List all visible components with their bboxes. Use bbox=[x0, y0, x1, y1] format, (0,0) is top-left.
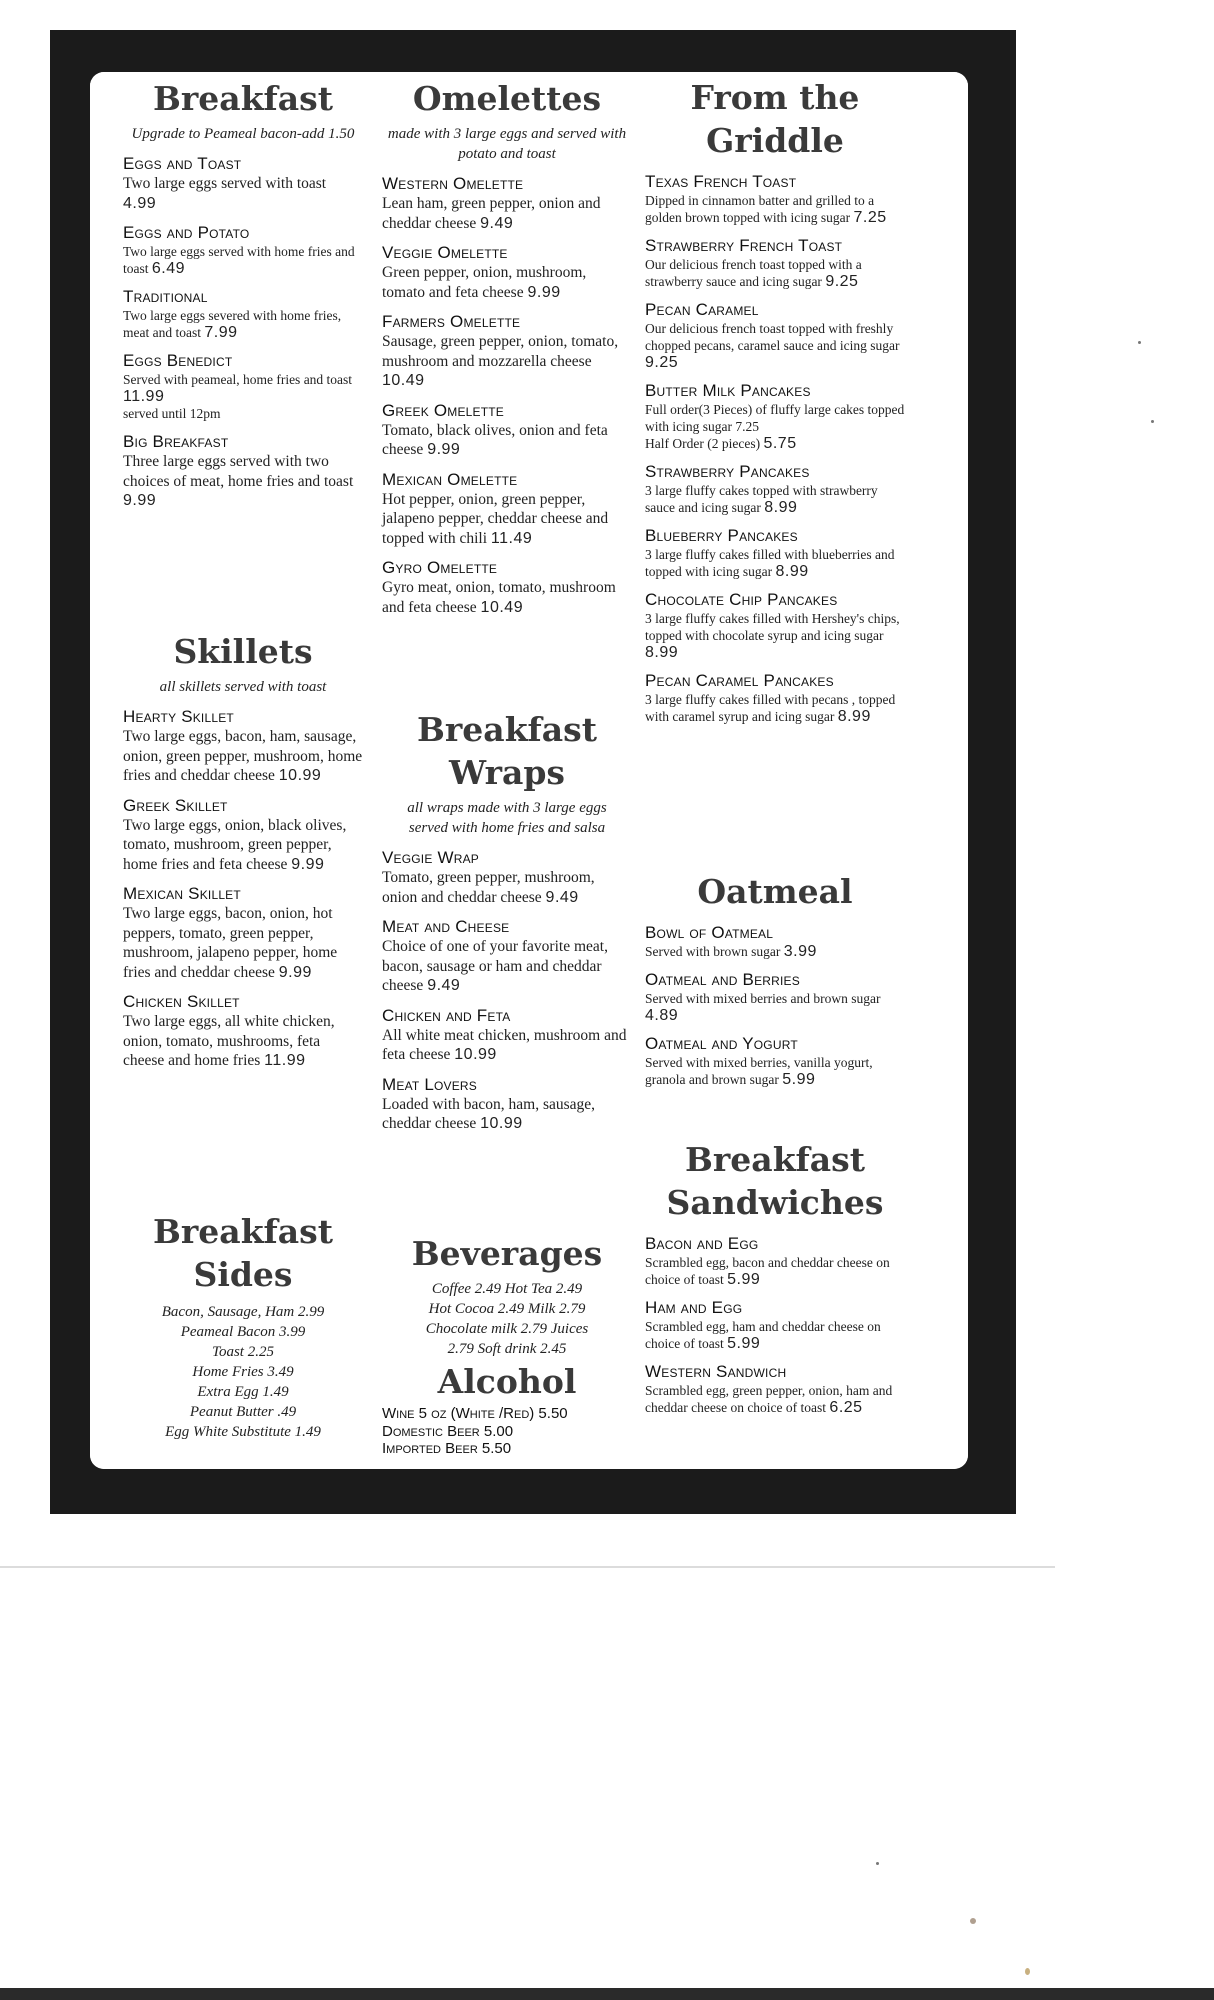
item-price: 6.49 bbox=[151, 260, 186, 277]
section-title-line-1: Breakfast bbox=[153, 1212, 333, 1251]
item-name: Pecan Caramel bbox=[645, 300, 759, 319]
item-description bbox=[382, 937, 632, 996]
item-price: 8.99 bbox=[837, 708, 871, 725]
menu-item bbox=[645, 172, 905, 226]
section-breakfast-sides bbox=[123, 1210, 363, 1442]
item-price: 11.99 bbox=[264, 1052, 306, 1069]
item-description bbox=[123, 174, 363, 213]
item-description-text: 3 large fluffy cakes filled with pecans , topped with caramel syrup and icing sugar bbox=[645, 692, 896, 724]
item-description bbox=[123, 1012, 363, 1071]
item-price: 11.99 bbox=[123, 388, 165, 405]
item-name: Butter Milk Pancakes bbox=[645, 381, 811, 400]
item-name: Meat and Cheese bbox=[382, 917, 510, 936]
section-title-line-2: Sides bbox=[193, 1255, 293, 1294]
alcohol-item: Imported Beer 5.50 bbox=[382, 1440, 512, 1457]
item-price: 9.99 bbox=[278, 963, 312, 981]
item-price: 5.99 bbox=[782, 1071, 816, 1088]
item-price: 10.49 bbox=[480, 598, 524, 616]
item-description-text: Choice of one of your favorite meat, bacon, sausage or ham and cheddar cheese bbox=[382, 938, 608, 994]
item-description-text: Two large eggs, bacon, ham, sausage, onion, green pepper, mushroom, home fries and cheddar cheese bbox=[123, 728, 363, 784]
section-title-line-1: From the bbox=[690, 78, 860, 117]
section-breakfast-sandwiches bbox=[645, 1138, 905, 1416]
menu-item bbox=[645, 590, 905, 661]
item-description bbox=[645, 1054, 905, 1088]
section-title: Skillets bbox=[173, 632, 313, 671]
item-name: Gyro Omelette bbox=[382, 558, 498, 577]
item-price: 9.49 bbox=[427, 977, 461, 994]
item-description bbox=[645, 546, 905, 580]
item-price: 10.99 bbox=[480, 1115, 523, 1132]
item-description-text: Tomato, green pepper, mushroom, onion and cheddar cheese bbox=[382, 869, 595, 906]
side-item: Bacon, Sausage, Ham 2.99 bbox=[161, 1304, 325, 1320]
item-description bbox=[382, 421, 632, 460]
alcohol-item: Domestic Beer 5.00 bbox=[382, 1422, 514, 1440]
section-title-line-2: Griddle bbox=[706, 121, 844, 160]
item-description bbox=[645, 1318, 905, 1352]
item-description-text: Scrambled egg, bacon and cheddar cheese on choice of toast bbox=[645, 1255, 890, 1287]
item-price: 8.99 bbox=[775, 563, 809, 580]
item-list bbox=[123, 154, 363, 511]
section-title-line-1: Breakfast bbox=[417, 710, 597, 749]
menu-item bbox=[382, 470, 632, 549]
item-description-text: Scrambled egg, ham and cheddar cheese on choice of toast bbox=[645, 1319, 881, 1351]
item-name: Eggs and Toast bbox=[123, 154, 242, 173]
section-title: Oatmeal bbox=[697, 872, 853, 911]
side-item: Peanut Butter .49 bbox=[189, 1404, 297, 1420]
section-oatmeal bbox=[645, 870, 905, 1088]
item-description-text: Two large eggs, bacon, onion, hot peppers, tomato, green pepper, mushroom, jalapeno pepper, home fries and cheddar cheese bbox=[123, 905, 338, 981]
menu-item bbox=[123, 154, 363, 213]
item-list bbox=[123, 707, 363, 1071]
item-name: Eggs Benedict bbox=[123, 351, 233, 370]
item-description bbox=[382, 1095, 632, 1134]
menu-item bbox=[645, 381, 905, 452]
item-name: Bowl of Oatmeal bbox=[645, 923, 774, 942]
section-title-line-1: Breakfast bbox=[685, 1140, 865, 1179]
item-description bbox=[123, 307, 363, 341]
menu-item bbox=[645, 526, 905, 580]
item-price: 10.99 bbox=[454, 1046, 497, 1063]
menu-item bbox=[382, 243, 632, 302]
item-price: 5.99 bbox=[727, 1271, 761, 1288]
item-description-text: Hot pepper, onion, green pepper, jalapeno pepper, cheddar cheese and topped with chili bbox=[382, 490, 609, 547]
section-beverages bbox=[382, 1232, 632, 1359]
item-extra-price: 5.75 bbox=[763, 435, 797, 452]
item-description-text: Served with mixed berries and brown sugar bbox=[645, 991, 881, 1006]
item-description bbox=[645, 691, 905, 725]
menu-item bbox=[123, 432, 363, 511]
item-description bbox=[123, 452, 363, 511]
beverage-item: Chocolate milk 2.79 Juices bbox=[425, 1321, 589, 1337]
item-description-text: Two large eggs served with toast bbox=[123, 175, 327, 192]
item-extra-text: Half Order (2 pieces) bbox=[645, 436, 761, 451]
item-extra bbox=[645, 435, 905, 452]
item-extra bbox=[123, 405, 363, 422]
item-description-text: 3 large fluffy cakes topped with strawberry sauce and icing sugar bbox=[645, 483, 878, 515]
item-price: 9.25 bbox=[825, 273, 859, 290]
menu-item bbox=[382, 558, 632, 617]
item-name: Chicken and Feta bbox=[382, 1005, 511, 1025]
item-description bbox=[645, 401, 905, 435]
item-list bbox=[382, 848, 632, 1134]
section-title: Beverages bbox=[411, 1234, 603, 1273]
side-item: Egg White Substitute 1.49 bbox=[165, 1424, 321, 1440]
item-price: 4.99 bbox=[123, 194, 157, 212]
item-price: 4.89 bbox=[645, 1007, 679, 1024]
item-price: 9.99 bbox=[527, 283, 561, 301]
item-description-text: Sausage, green pepper, onion, tomato, mushroom and mozzarella cheese bbox=[382, 333, 619, 370]
item-price: 6.25 bbox=[829, 1399, 863, 1416]
menu-item bbox=[645, 671, 905, 725]
menu-item bbox=[123, 351, 363, 422]
section-title: Omelettes bbox=[412, 79, 602, 118]
item-price: 11.49 bbox=[490, 529, 533, 547]
menu-item bbox=[645, 236, 905, 290]
item-description-text: 3 large fluffy cakes filled with blueberries and topped with icing sugar bbox=[645, 547, 895, 579]
item-name: Strawberry Pancakes bbox=[645, 462, 810, 481]
scan-speck bbox=[1151, 420, 1154, 423]
item-description-text: Two large eggs severed with home fries, meat and toast bbox=[123, 308, 342, 340]
alcohol-list bbox=[382, 1405, 632, 1458]
beverage-list bbox=[382, 1279, 632, 1359]
item-name: Meat Lovers bbox=[382, 1074, 477, 1094]
item-description-text: Gyro meat, onion, tomato, mushroom and feta cheese bbox=[382, 579, 616, 616]
item-description-text: Loaded with bacon, ham, sausage, cheddar cheese bbox=[382, 1095, 596, 1132]
beverage-item: 2.79 Soft drink 2.45 bbox=[447, 1341, 567, 1357]
item-list bbox=[645, 172, 905, 725]
menu-item bbox=[382, 312, 632, 391]
menu-item bbox=[123, 707, 363, 786]
menu-item bbox=[123, 992, 363, 1071]
item-price: 7.25 bbox=[853, 209, 887, 226]
menu-item bbox=[645, 462, 905, 516]
item-description bbox=[645, 610, 905, 661]
menu-item bbox=[123, 796, 363, 875]
item-name: Hearty Skillet bbox=[123, 707, 234, 726]
item-name: Strawberry French Toast bbox=[645, 236, 843, 255]
item-price: 10.99 bbox=[278, 767, 322, 784]
item-price: 9.49 bbox=[545, 888, 579, 906]
item-price: 10.49 bbox=[382, 372, 425, 389]
item-description bbox=[382, 490, 632, 549]
side-item: Toast 2.25 bbox=[212, 1344, 274, 1360]
scan-speck bbox=[876, 1862, 879, 1865]
item-description-text: Dipped in cinnamon batter and grilled to a golden brown topped with icing sugar bbox=[645, 193, 875, 225]
menu-item bbox=[382, 174, 632, 233]
item-name: Mexican Skillet bbox=[123, 884, 241, 903]
item-description bbox=[645, 192, 905, 226]
item-description-text: All white meat chicken, mushroom and feta cheese bbox=[382, 1026, 627, 1063]
item-price: 9.25 bbox=[645, 354, 679, 371]
item-name: Greek Skillet bbox=[123, 795, 228, 815]
item-description bbox=[645, 1382, 905, 1416]
item-name: Texas French Toast bbox=[645, 172, 797, 191]
item-description-text: Full order(3 Pieces) of fluffy large cakes topped with icing sugar 7.25 bbox=[645, 402, 905, 434]
item-description bbox=[382, 263, 632, 302]
item-name: Mexican Omelette bbox=[382, 469, 518, 489]
scan-edge-line bbox=[0, 1566, 1055, 1568]
menu-item bbox=[645, 1362, 905, 1416]
section-breakfast-wraps bbox=[382, 708, 632, 1134]
beverage-item: Coffee 2.49 Hot Tea 2.49 bbox=[431, 1281, 583, 1297]
section-note: all wraps made with 3 large eggs served with home fries and salsa bbox=[407, 800, 607, 836]
menu-page bbox=[90, 72, 968, 1469]
item-price: 3.99 bbox=[783, 943, 817, 960]
item-description bbox=[123, 816, 363, 875]
item-price: 8.99 bbox=[645, 644, 679, 661]
section-alcohol bbox=[382, 1360, 632, 1458]
item-name: Bacon and Egg bbox=[645, 1234, 759, 1253]
section-note: made with 3 large eggs and served with potato and toast bbox=[387, 126, 627, 162]
menu-item bbox=[382, 1075, 632, 1134]
section-note: Upgrade to Peameal bacon-add 1.50 bbox=[131, 126, 355, 142]
item-name: Chocolate Chip Pancakes bbox=[645, 590, 838, 609]
item-description-text: 3 large fluffy cakes filled with Hershey's chips, topped with chocolate syrup and icing sugar bbox=[645, 611, 900, 643]
section-breakfast bbox=[123, 77, 363, 511]
menu-item bbox=[123, 223, 363, 277]
item-name: Traditional bbox=[123, 287, 208, 306]
item-description bbox=[382, 194, 632, 233]
menu-item bbox=[645, 300, 905, 371]
item-name: Oatmeal and Yogurt bbox=[645, 1034, 798, 1053]
item-name: Blueberry Pancakes bbox=[645, 526, 798, 545]
item-name: Pecan Caramel Pancakes bbox=[645, 671, 834, 690]
side-item: Peameal Bacon 3.99 bbox=[180, 1324, 306, 1340]
item-name: Ham and Egg bbox=[645, 1298, 743, 1317]
item-price: 9.99 bbox=[427, 441, 461, 458]
section-from-the-griddle bbox=[645, 76, 905, 725]
scan-bottom-strip bbox=[0, 1988, 1214, 2000]
menu-item bbox=[645, 1234, 905, 1288]
item-description-text: Lean ham, green pepper, onion and cheddar cheese bbox=[382, 195, 601, 232]
item-price: 7.99 bbox=[204, 324, 238, 341]
item-description-text: Our delicious french toast topped with a strawberry sauce and icing sugar bbox=[645, 257, 862, 289]
item-description-text: Served with mixed berries, vanilla yogurt, granola and brown sugar bbox=[645, 1055, 873, 1087]
menu-frame bbox=[50, 30, 1016, 1514]
item-description-text: Two large eggs, all white chicken, onion, tomato, mushrooms, feta cheese and home fries bbox=[123, 1013, 335, 1069]
menu-item bbox=[382, 1006, 632, 1065]
item-name: Veggie Wrap bbox=[382, 848, 479, 867]
item-list bbox=[645, 923, 905, 1088]
section-title-line-2: Wraps bbox=[449, 753, 565, 792]
item-name: Western Sandwich bbox=[645, 1362, 787, 1381]
scan-speck bbox=[1138, 341, 1141, 344]
item-description-text: Green pepper, onion, mushroom, tomato and feta cheese bbox=[382, 264, 587, 301]
item-description bbox=[382, 332, 632, 391]
item-description bbox=[382, 868, 632, 907]
section-title-line-2: Sandwiches bbox=[666, 1183, 884, 1222]
menu-item bbox=[382, 848, 632, 907]
item-description-text: Tomato, black olives, onion and feta cheese bbox=[382, 421, 608, 458]
item-description bbox=[645, 256, 905, 290]
item-description bbox=[123, 243, 363, 277]
item-description-text: Three large eggs served with two choices of meat, home fries and toast bbox=[123, 453, 354, 490]
menu-item bbox=[382, 917, 632, 996]
item-name: Eggs and Potato bbox=[123, 223, 250, 242]
item-description bbox=[645, 990, 905, 1024]
section-title: Alcohol bbox=[437, 1362, 577, 1401]
item-name: Farmers Omelette bbox=[382, 312, 521, 331]
section-skillets bbox=[123, 630, 363, 1071]
item-description-text: Two large eggs served with home fries and toast bbox=[123, 244, 355, 276]
item-list bbox=[382, 174, 632, 617]
beverage-item: Hot Cocoa 2.49 Milk 2.79 bbox=[428, 1301, 586, 1317]
menu-item bbox=[645, 1034, 905, 1088]
item-price: 5.99 bbox=[727, 1335, 761, 1352]
item-description bbox=[645, 320, 905, 371]
item-name: Western Omelette bbox=[382, 174, 524, 193]
item-description bbox=[123, 371, 363, 405]
alcohol-item: Wine 5 oz (White /Red) 5.50 bbox=[382, 1405, 568, 1422]
item-description bbox=[382, 578, 632, 617]
item-description-text: Two large eggs, onion, black olives, tomato, mushroom, green pepper, home fries and feta cheese bbox=[123, 816, 347, 873]
item-name: Greek Omelette bbox=[382, 400, 504, 420]
section-omelettes bbox=[382, 77, 632, 617]
scan-speck bbox=[970, 1918, 976, 1924]
item-name: Chicken Skillet bbox=[123, 992, 240, 1011]
item-description bbox=[645, 1254, 905, 1288]
menu-item bbox=[123, 884, 363, 982]
item-description-text: Our delicious french toast topped with freshly chopped pecans, caramel sauce and icing sugar bbox=[645, 321, 900, 353]
side-item: Home Fries 3.49 bbox=[192, 1364, 294, 1380]
item-price: 9.99 bbox=[291, 855, 325, 873]
item-name: Big Breakfast bbox=[123, 432, 229, 451]
scan-speck bbox=[1025, 1968, 1030, 1975]
item-extra-text: served until 12pm bbox=[123, 406, 221, 421]
item-description bbox=[123, 727, 363, 786]
item-price: 9.49 bbox=[480, 214, 514, 232]
menu-item bbox=[645, 970, 905, 1024]
section-note: all skillets served with toast bbox=[159, 679, 327, 695]
item-description-text: Scrambled egg, green pepper, onion, ham and cheddar cheese on choice of toast bbox=[645, 1383, 893, 1415]
menu-item bbox=[123, 287, 363, 341]
menu-item bbox=[645, 923, 905, 960]
item-description bbox=[645, 943, 905, 960]
item-name: Oatmeal and Berries bbox=[645, 970, 800, 989]
side-item: Extra Egg 1.49 bbox=[197, 1384, 289, 1400]
item-description-text: Served with brown sugar bbox=[645, 944, 781, 959]
item-list bbox=[645, 1234, 905, 1416]
item-price: 8.99 bbox=[764, 499, 798, 516]
section-title: Breakfast bbox=[153, 79, 333, 118]
menu-item bbox=[382, 401, 632, 460]
item-description bbox=[645, 482, 905, 516]
item-description bbox=[123, 904, 363, 982]
menu-item bbox=[645, 1298, 905, 1352]
item-description-text: Served with peameal, home fries and toast bbox=[123, 372, 353, 387]
item-name: Veggie Omelette bbox=[382, 243, 508, 262]
sides-list bbox=[123, 1302, 363, 1442]
item-price: 9.99 bbox=[123, 492, 157, 509]
item-description bbox=[382, 1026, 632, 1065]
